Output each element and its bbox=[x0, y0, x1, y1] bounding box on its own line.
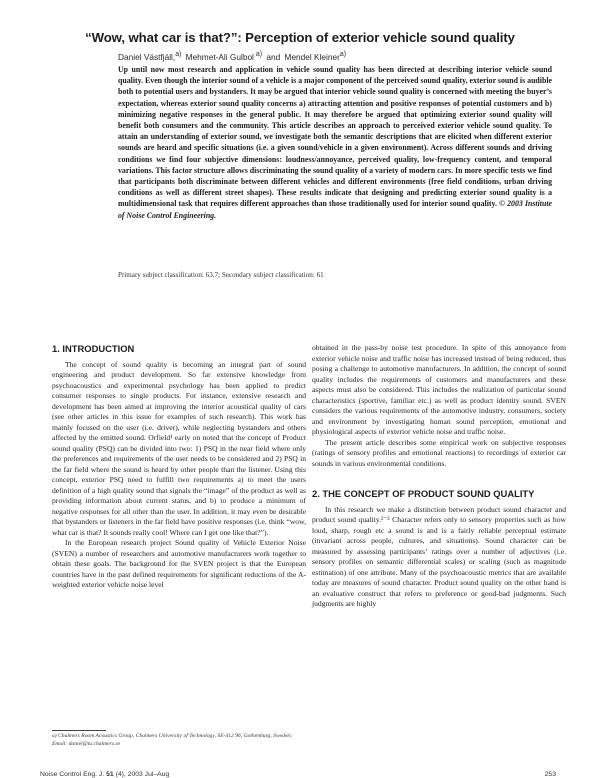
affiliation-mark: a) bbox=[339, 51, 347, 58]
page-number: 253 bbox=[544, 771, 556, 778]
abstract bbox=[118, 64, 552, 221]
section-heading-sound-quality: 2. THE CONCEPT OF PRODUCT SOUND QUALITY bbox=[312, 488, 535, 499]
journal-issue: (4), 2003 Jul–Aug bbox=[115, 771, 170, 778]
author-name: Mendel Kleiner bbox=[284, 51, 340, 62]
body-paragraph: The present article describes some empirical work on subjective responses (ratings of sensory profiles and emotional reactions) to recordings of exterior car sounds in various environmental conditions. bbox=[312, 437, 566, 468]
journal-citation bbox=[40, 771, 169, 778]
left-column bbox=[52, 343, 306, 591]
author-name: Daniel Västfjäll, bbox=[118, 51, 176, 62]
journal-name: Noise Control Eng. J. bbox=[40, 771, 105, 778]
author-name: Mehmet-Ali Gulbol bbox=[185, 51, 254, 62]
abstract-text: Up until now most research and application in vehicle sound quality has been directed at describing interior vehicle sound quality. Even though the interior sound of a vehicle is a major component of the perceived sound quality, exterior sound is audible both to potential users and bystanders. It may be argued that interior vehicle sound quality is concerned with meeting the buyer’s expectation, whereas exterior sound quality concerns a) attracting attention and positive responses of potential customers and b) minimizing negative responses in the general public. It may therefore be argued that optimizing exterior sound quality will benefit both consumers and the community. This article describes an approach to perceived exterior vehicle sound quality. To attain an understanding of exterior sound, we investigate both the semantic descriptions that are elicited when different exterior sounds are heard and specific situations (i.e. a given sound/vehicle in a given environment). Across different sounds and driving conditions we find four subjective dimensions: loudness/annoyance, perceived quality, low-frequency content, and temporal variations. This factor structure allows discriminating the sound quality of a variety of modern cars. In more specific tests we find that participants both discriminate between different vehicles and different environments (free field conditions, urban driving conditions as well as different street shapes). These results indicate that designing and predicting exterior sound quality is a multidimensional task that requires different approaches than those traditionally used for interior sound quality. bbox=[118, 65, 552, 209]
body-paragraph: In this research we make a distinction between product sound character and product sound quality.²⁻³ Character refers only to sensory properties such as how loud, sharp, rough etc a sound is and is a fairly reliable perceptual estimate (invariant across people, cultures, and situations). Sound character can be measured by assessing participants’ ratings over a number of adjectives (i.e. sensory profiles on semantic differential scales) or scaling (such as magnitude estimation) of one attribute. Many of the psychoacoustic metrics that are available today are measures of sound character. Product sound quality on the other hand is an evaluative construct that refers to preference or good-bad judgments. Such judgments are highly bbox=[312, 504, 566, 608]
affiliation-mark: a) bbox=[255, 51, 263, 58]
footnote-divider bbox=[52, 730, 106, 731]
body-paragraph: obtained in the pass-by noise test procedure. In spite of this annoyance from exterior vehicle noise and traffic noise has increased instead of being reduced, thus posing a challenge to automotive manufacturers. In addition, the concept of sound quality includes the requirements of customers and manufacturers and these aspects must also be considered. This includes the realization of particular sound characteristics (sportive, familiar etc.) as well as product identity sound. SVEN considers the various requirements of the automotive industry, consumers, society and environment by investigating human sound perception, emotional and physiological aspects of exterior vehicle noise and traffic noise. bbox=[312, 343, 566, 436]
affiliation-mark: a) bbox=[175, 51, 182, 58]
subject-classification: Primary subject classification: 63.7; Secondary subject classification: 61 bbox=[118, 271, 324, 279]
paper-title: “Wow, what car is that?”: Perception of exterior vehicle sound quality bbox=[85, 30, 515, 45]
section-heading-introduction: 1. INTRODUCTION bbox=[52, 343, 135, 354]
journal-volume: 51 bbox=[106, 771, 114, 778]
body-paragraph: In the European research project Sound quality of Vehicle Exterior Noise (SVEN) a number of researchers and automotive manufacturers work together to obtain these goals. The background for the SVEN project is that the European countries have in the past defined requirements for significant reductions of the A-weighted exterior vehicle noise level bbox=[52, 538, 306, 589]
body-paragraph: The concept of sound quality is becoming an integral part of sound engineering and product development. So far extensive knowledge from psychoacoustics and experimental psychology has been applied to predict consumer responses to single products. For instance, extensive research and development has been aimed at improving the interior acoustical quality of cars (see other articles in this issue for examples of such research). This work has mainly focused on the user (i.e. driver), while neglecting bystanders and others affected by the emitted sound. Orfield¹ early on noted that the concept of Product sound quality (PSQ) can be divided into two: 1) PSQ in the near field where only the preferences and requirements of the user needs to be considered and 2) PSQ in the far field where the sound is heard by other people than the listener. Using this concept, exterior PSQ need to fulfill two requirements a) to meet the users definition of a high quality sound that signals the “image” of the product as well as providing information about current status, and b) to produce a minimum of negative responses for all other than the user. In addition, it may even be desirable that bystanders or listeners in the far field have positive responses (i.e. think “wow, what car is that? It sounds really cool! Where can I get one like that?”). bbox=[52, 359, 306, 537]
author-conjunction: and bbox=[266, 51, 281, 62]
author-list bbox=[118, 51, 346, 62]
right-column bbox=[312, 343, 566, 610]
copyright-notice: © 2003 Institute of Noise Control Engineering. bbox=[118, 199, 552, 220]
affiliation-footnote: a) Chalmers Room Acoustics Group, Chalmers University of Technology, SE-412 96, Gothenburg, Sweden; Email: daniel@ta.chalmers.se bbox=[52, 733, 293, 747]
